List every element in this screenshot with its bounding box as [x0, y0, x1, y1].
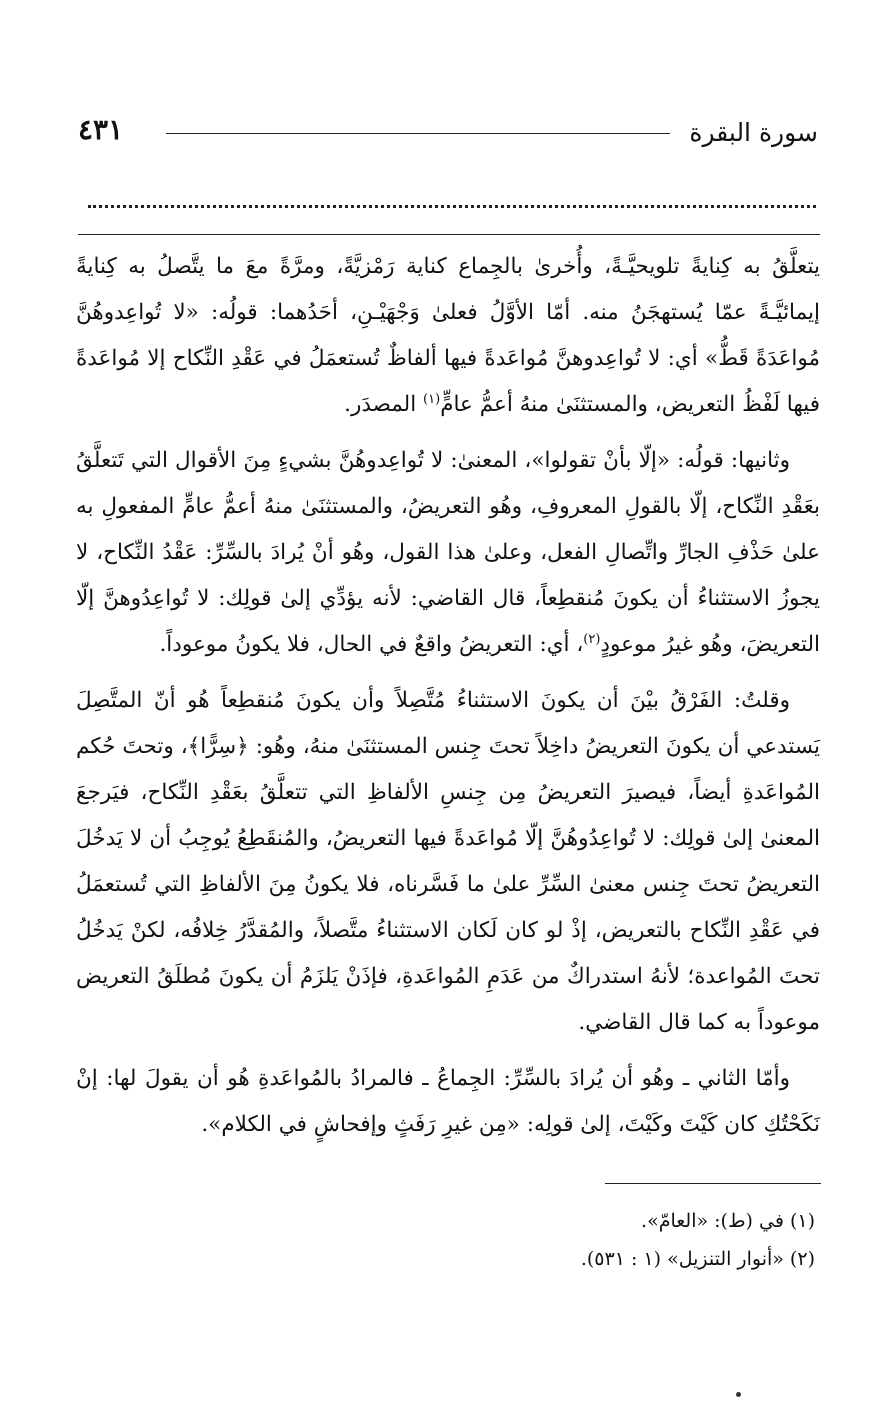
paragraph-text: وقلتُ: الفَرْقُ بيْنَ أن يكونَ الاستثناءُ مُتَّصِلاً وأن يكونَ مُنقطِعاً هُو أنّ المتَّصِلَ يَستدعي أن يكونَ التعريضُ داخِلاً تحتَ جِنس المستثنَىٰ منهُ، وهُو: ﴿سِرًّا﴾، وتحتَ حُكم المُواعَدةِ أيضاً، فيصيرَ التعريضُ مِن جِنسِ الألفاظِ التي تتعلَّقُ بعَقْدِ النِّكاح، فيَرجعَ المعنىٰ إلىٰ قولِك: لا تُواعِدُوهُنَّ إلّا مُواعَدةً فيها التعريضُ، والمُنقَطِعُ يُوجِبُ أن لا يَدخُلَ التعريضُ تحتَ جِنس معنىٰ السِّرِّ علىٰ ما فَسَّرناه، فلا يكونُ مِنَ الألفاظِ التي تُستعمَلُ في عَقْدِ النِّكاح بالتعريض، إذْ لو كان لَكان الاستثناءُ متَّصلاً، والمُقدَّرُ خِلافُه، لكنْ يَدخُلُ تحتَ المُواعدة؛ لأنهُ استدراكٌ من عَدَمِ المُواعَدةِ، فإذَنْ يَلزَمُ أن يكونَ مُطلَقُ التعريض موعوداً به كما قال القاضي.: [76, 688, 820, 1035]
running-title: سورة البقرة: [689, 118, 818, 147]
footnote-marker: (٢): [583, 631, 601, 647]
dotted-separator: [88, 205, 816, 208]
stray-dot: [736, 1392, 741, 1397]
paragraph-text: يتعلَّقُ به كِنايةً تلويحيَّـةً، وأُخرىٰ بالجِماع كناية رَمْزيَّةً، ومرَّةً معَ ما يتَّصلُ به كِنايةً إيمائيَّـةً عمّا يُستهجَنُ منه. أمّا الأوَّلُ فعلىٰ وَجْهَيْـنِ، أحَدُهما: قولُه: «لا تُواعِدوهُنَّ مُواعَدَةً قَطُّ» أي: لا تُواعِدوهنَّ مُواعَدةً فيها ألفاظٌ تُستعمَلُ في عَقْدِ النِّكاح إلا مُواعَدةً فيها لَفْظُ التعريض، والمستثنَىٰ منهُ أعمُّ عامٍّ: [76, 254, 820, 417]
paragraph: [76, 678, 820, 1046]
paragraph: [76, 438, 820, 668]
footnote-item: (١) في (ط): «العامّ».: [641, 1210, 815, 1232]
footnotes: [115, 1202, 815, 1278]
paragraph: [76, 244, 820, 428]
main-text: [76, 244, 820, 1158]
paragraph-text: وأمّا الثاني ـ وهُو أن يُرادَ بالسِّرِّ: الجِماعُ ـ فالمرادُ بالمُواعَدةِ هُو أن يقولَ لها: إنْ نَكَحْتُكِ كان كَيْتَ وكَيْتَ، إلىٰ قولِه: «مِن غيرِ رَفَثٍ وإفحاشٍ في الكلام».: [76, 1066, 820, 1137]
footnote-marker: (١): [423, 391, 441, 407]
page-header: [78, 112, 818, 156]
paragraph: [76, 1056, 820, 1148]
paragraph-tail: المصدَر.: [344, 392, 424, 417]
footnote-item: (٢) «أنوار التنزيل» (١ : ٥٣١).: [580, 1248, 815, 1270]
footnote-rule: [605, 1183, 821, 1184]
paragraph-text: وثانيها: قولُه: «إلّا بأنْ تقولوا»، المعنىٰ: لا تُواعِدوهُنَّ بشيءٍ مِنَ الأقوال التي تَتعلَّقُ بعَقْدِ النِّكاح، إلّا بالقولِ المعروفِ، وهُو التعريضُ، والمستثنَىٰ منهُ أعمُّ عامٍّ المفعولِ به علىٰ حَذْفِ الجارِّ واتِّصالِ الفعل، وعلىٰ هذا القول، وهُو أنْ يُرادَ بالسِّرِّ: عَقْدُ النِّكاح، لا يجوزُ الاستثناءُ أن يكونَ مُنقطِعاً، قال القاضي: لأنه يؤدِّي إلىٰ قولِك: لا تُواعِدُوهنَّ إلّا التعريضَ، وهُو غيرُ موعودٍ: [76, 448, 820, 657]
text-top-rule: [78, 234, 820, 235]
header-rule: [166, 133, 670, 134]
page-number: ٤٣١: [78, 113, 124, 146]
paragraph-tail: ، أي: التعريضُ واقعٌ في الحال، فلا يكونُ موعوداً.: [159, 632, 584, 657]
